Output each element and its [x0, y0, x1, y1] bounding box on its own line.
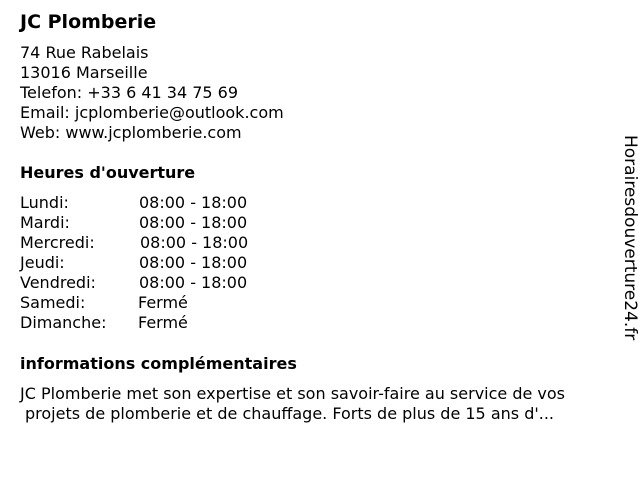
- day-label: Samedi:: [20, 293, 86, 312]
- description: [20, 384, 565, 424]
- hours-row: [20, 193, 320, 213]
- contact-block: [20, 43, 284, 143]
- day-label: Jeudi:: [20, 253, 65, 272]
- day-label: Lundi:: [20, 193, 69, 212]
- street-address: 74 Rue Rabelais: [20, 43, 149, 62]
- hours-row: [20, 273, 320, 293]
- phone-number: Telefon: +33 6 41 34 75 69: [20, 83, 239, 102]
- time-value: 08:00 - 18:00: [139, 193, 248, 212]
- website: Web: www.jcplomberie.com: [20, 123, 242, 142]
- day-label: Vendredi:: [20, 273, 96, 292]
- hours-row: [20, 293, 320, 313]
- watermark: Horairesdouverture24.fr: [620, 135, 640, 341]
- hours-heading: Heures d'ouverture: [20, 163, 196, 182]
- time-value: Fermé: [138, 313, 188, 332]
- hours-row: [20, 233, 320, 253]
- day-label: Mercredi:: [20, 233, 95, 252]
- city-address: 13016 Marseille: [20, 63, 148, 82]
- hours-table: [20, 193, 320, 333]
- email-address: Email: jcplomberie@outlook.com: [20, 103, 284, 122]
- description-line: projets de plomberie et de chauffage. Forts de plus de 15 ans d'...: [25, 404, 554, 423]
- time-value: Fermé: [138, 293, 188, 312]
- hours-row: [20, 213, 320, 233]
- hours-row: [20, 313, 320, 333]
- time-value: 08:00 - 18:00: [139, 213, 248, 232]
- time-value: 08:00 - 18:00: [139, 273, 248, 292]
- business-name: JC Plomberie: [20, 11, 157, 33]
- day-label: Dimanche:: [20, 313, 107, 332]
- info-heading: informations complémentaires: [20, 354, 297, 373]
- time-value: 08:00 - 18:00: [139, 253, 248, 272]
- hours-row: [20, 253, 320, 273]
- time-value: 08:00 - 18:00: [140, 233, 249, 252]
- day-label: Mardi:: [20, 213, 70, 232]
- description-line: JC Plomberie met son expertise et son savoir-faire au service de vos: [20, 384, 566, 403]
